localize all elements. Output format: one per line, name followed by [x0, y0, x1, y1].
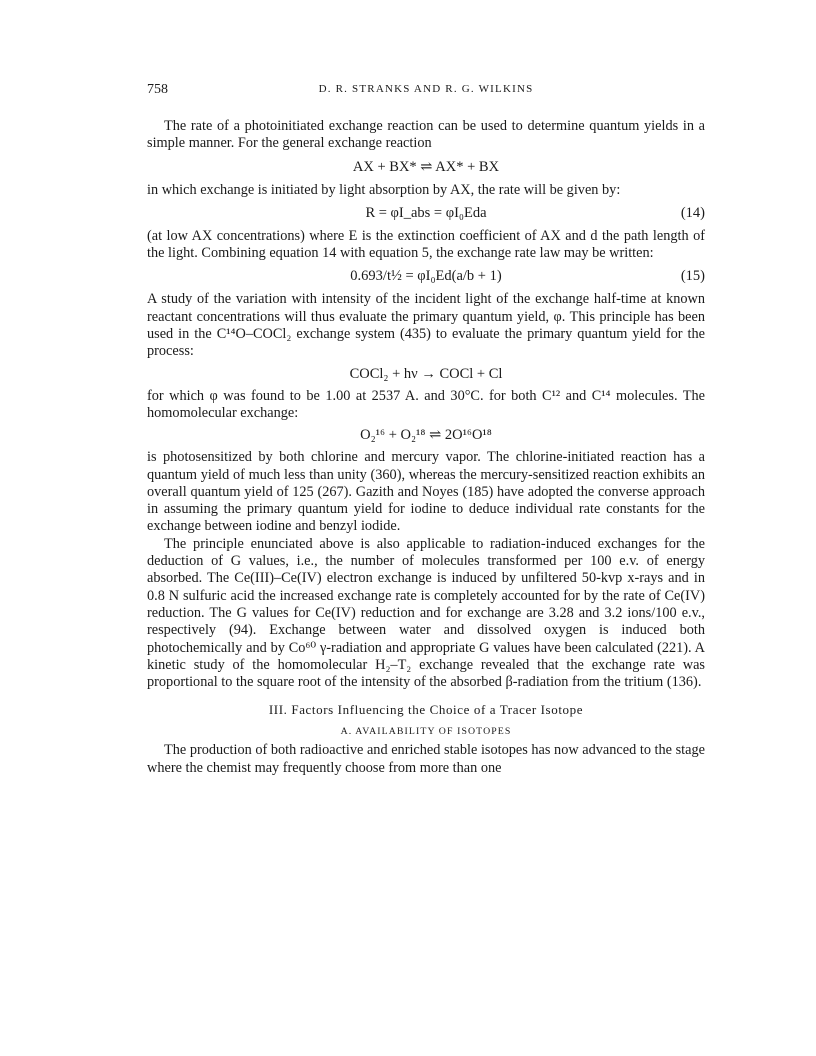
equation-15	[147, 267, 705, 285]
paragraph-radiation-induced: The principle enunciated above is also applicable to radiation-induced exchanges for the deduction of G values, i.e., the number of molecules transformed per 100 e.v. of energy absorbed. The Ce(III)–Ce(IV) electron exchange is induced by unfiltered 50-kvp x-rays and in 0.8 N sulfuric acid the increased exchange rate is completely accounted for by the rate of Ce(IV) reduction. The G values for Ce(IV) reduction and for exchange are 3.28 and 3.2 ions/100 e.v., respectively (94). Exchange between water and dissolved oxygen is induced both photochemically and by Co⁶⁰ γ-radiation and appropriate G values have been calculated (221). A kinetic study of the homomolecular H₂–T₂ exchange revealed that the exchange rate was proportional to the square root of the intensity of the absorbed β-radiation from the tritium (136).	[147, 535, 705, 691]
running-head: D. R. STRANKS AND R. G. WILKINS	[318, 83, 534, 95]
paragraph-light-absorption: in which exchange is initiated by light absorption by AX, the rate will be given by:	[147, 181, 621, 198]
equation-oxygen: O₂¹⁶ + O₂¹⁸ ⇌ 2O¹⁶O¹⁸	[360, 427, 492, 444]
equation-15-body: 0.693/t½ = φI₀Ed(a/b + 1)	[350, 268, 502, 285]
equation-general-exchange: AX + BX* ⇌ AX* + BX	[352, 158, 500, 175]
journal-page	[147, 82, 705, 777]
paragraph-quantum-yield: A study of the variation with intensity of the incident light of the exchange half-time at known reactant concentrations will thus evaluate the primary quantum yield, φ. This principle has been used in the C¹⁴O–COCl₂ exchange system (435) to evaluate the primary quantum yield for the process:	[147, 291, 705, 360]
equation-14	[147, 204, 705, 222]
section-heading: III. Factors Influencing the Choice of a Tracer Isotope	[268, 702, 584, 718]
subsection-heading: A. AVAILABILITY OF ISOTOPES	[340, 726, 512, 738]
equation-cocl2: COCl₂ + hν → COCl + Cl	[349, 365, 503, 382]
equation-15-number: (15)	[680, 268, 705, 285]
paragraph-photosensitized: is photosensitized by both chlorine and mercury vapor. The chlorine-initiated reaction has a quantum yield of much less than unity (360), whereas the mercury-sensitized reaction exhibits an overall quantum yield of 125 (267). Gazith and Noyes (185) have adopted the converse approach in assuming the primary quantum yield for iodine to deduce individual rate constants for the exchange between iodine and benzyl iodide.	[147, 449, 705, 535]
page-number: 758	[147, 82, 168, 97]
paragraph-production: The production of both radioactive and enriched stable isotopes has now advanced to the stage where the chemist may frequently choose from more than one	[147, 742, 705, 776]
paragraph-homomolecular: for which φ was found to be 1.00 at 2537 A. and 30°C. for both C¹² and C¹⁴ molecules. The homomolecular exchange:	[147, 387, 705, 421]
equation-14-body: R = φI_abs = φI₀Eda	[365, 204, 487, 221]
equation-14-number: (14)	[680, 204, 705, 221]
page-header	[147, 82, 705, 104]
paragraph-extinction: (at low AX concentrations) where E is the extinction coefficient of AX and d the path length of the light. Combining equation 14 with equation 5, the exchange rate law may be written:	[147, 227, 705, 262]
paragraph-photoinitiated: The rate of a photoinitiated exchange reaction can be used to determine quantum yields in a simple manner. For the general exchange reaction	[147, 118, 705, 152]
